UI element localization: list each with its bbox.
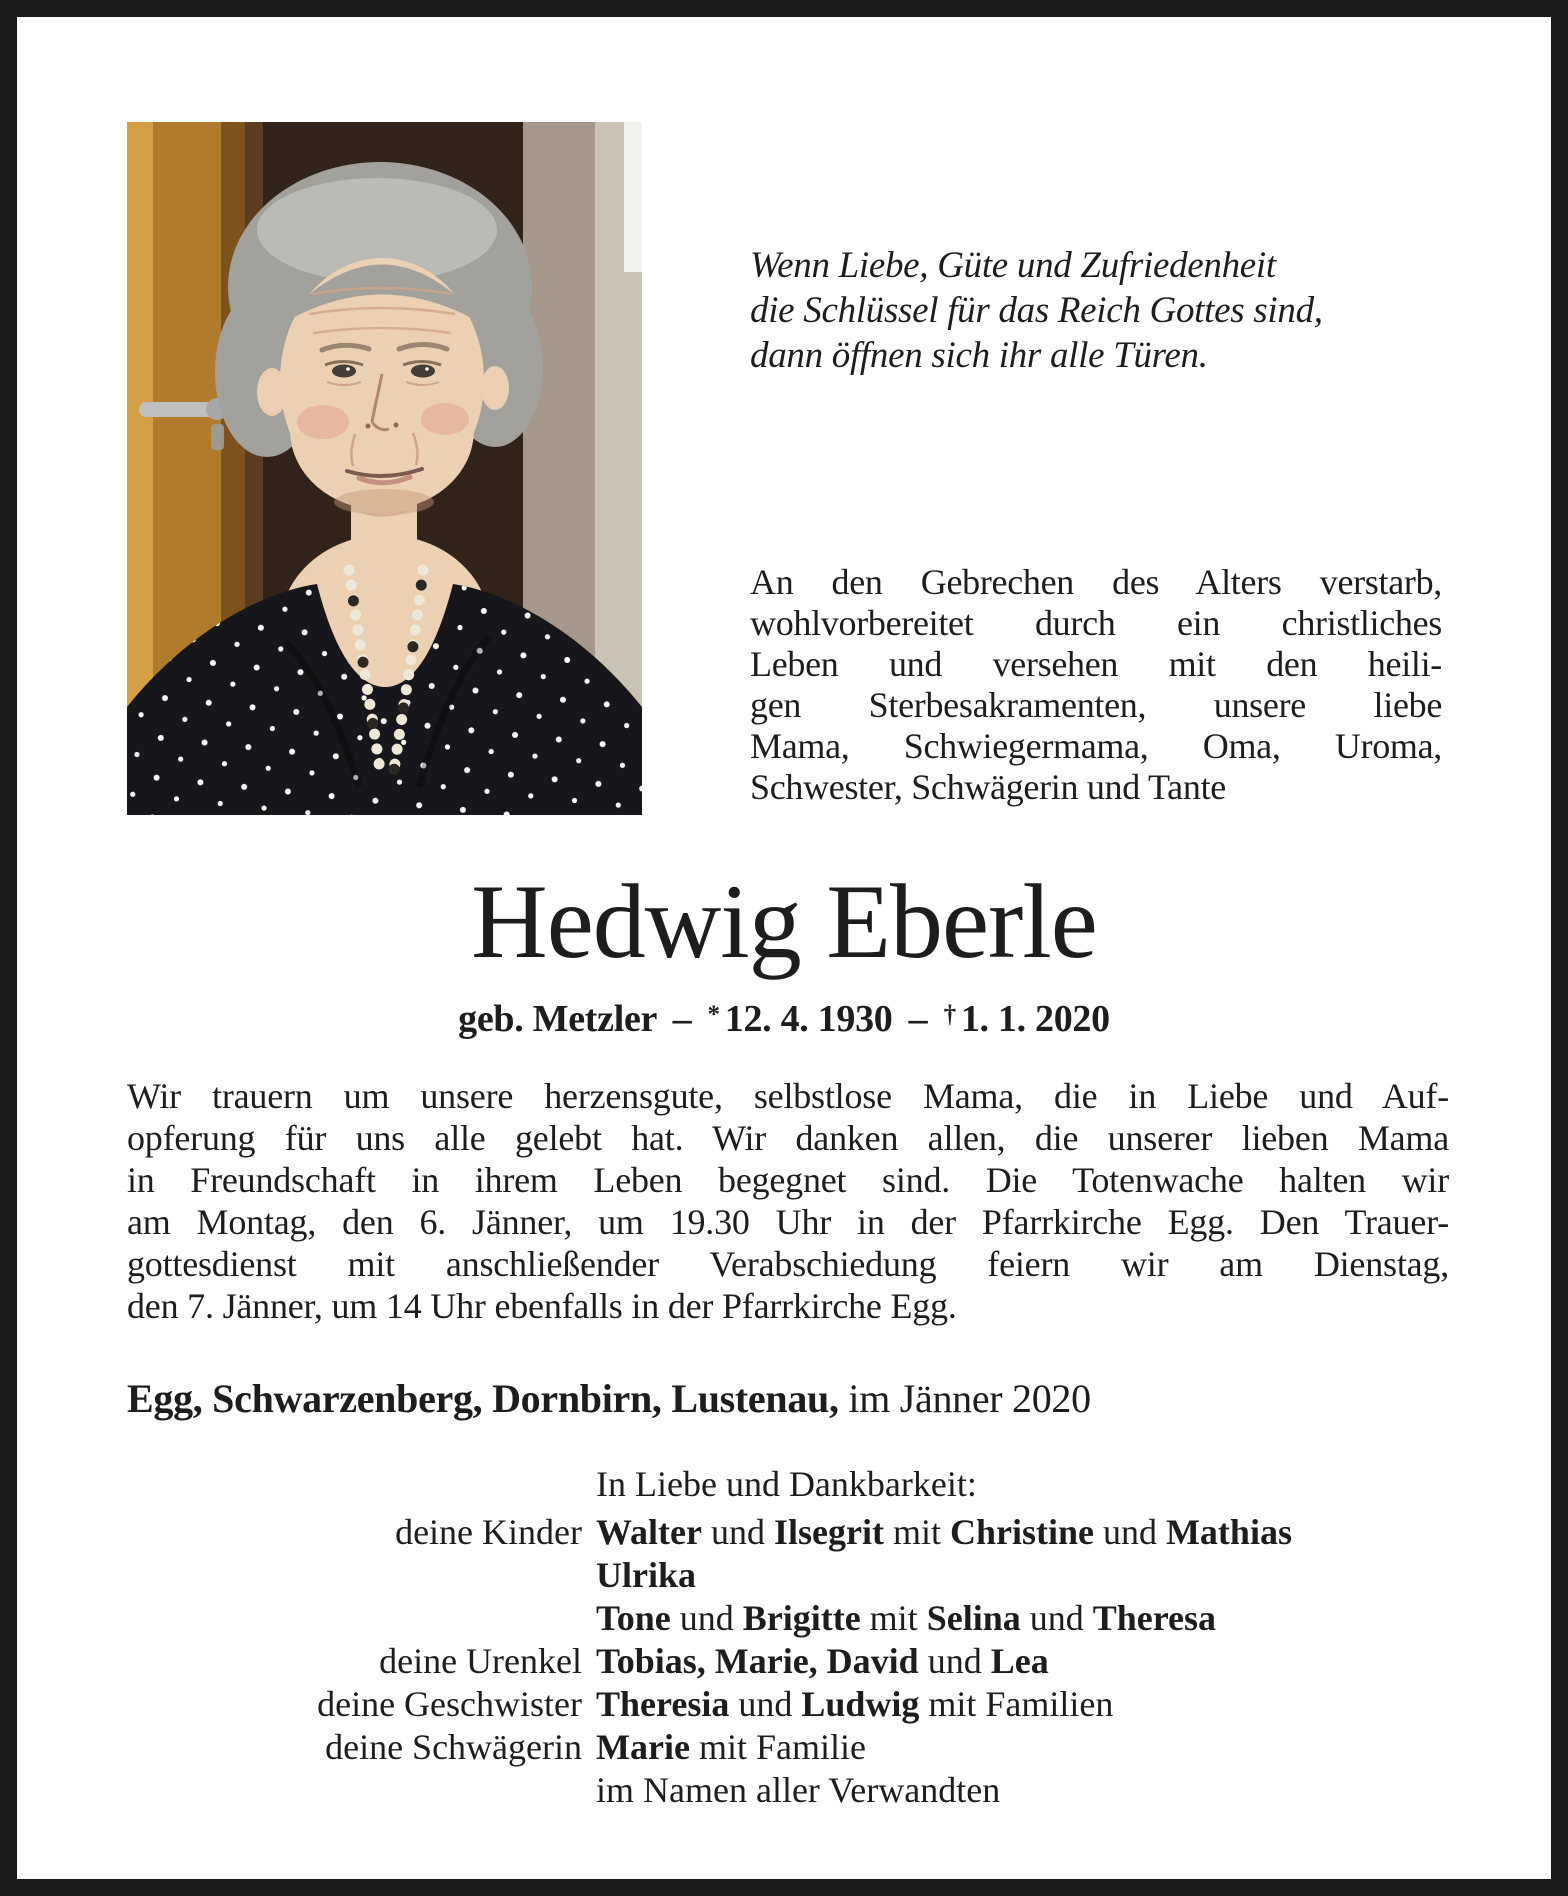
mourner-name: Lea	[990, 1641, 1049, 1681]
deceased-name: Hedwig Eberle	[471, 863, 1097, 980]
mourner-name: Brigitte	[742, 1598, 861, 1638]
mourner-relation: deine Urenkel	[379, 1641, 582, 1681]
funeral-line: in Freundschaft in ihrem Leben begegnet sind. Die Totenwache halten wir	[127, 1160, 1449, 1200]
mourner-names	[596, 1726, 866, 1769]
connector-text: und	[729, 1684, 802, 1724]
memorial-quote	[750, 243, 1323, 378]
mourner-name: Marie	[596, 1727, 690, 1767]
mourner-relation: deine Geschwister	[317, 1684, 582, 1724]
funeral-line: am Montag, den 6. Jänner, um 19.30 Uhr in der Pfarrkirche Egg. Den Trauer-	[127, 1202, 1449, 1242]
connector-text: und	[918, 1641, 991, 1681]
locations-line	[127, 1375, 1091, 1422]
mourner-row	[127, 1511, 1463, 1554]
funeral-line: den 7. Jänner, um 14 Uhr ebenfalls in der Pfarrkirche Egg.	[127, 1286, 957, 1326]
funeral-details	[127, 1075, 1449, 1327]
gratitude-heading: In Liebe und Dankbarkeit:	[596, 1464, 977, 1504]
announcement-line: Leben und versehen mit den heili-	[750, 644, 1442, 684]
connector-text: mit	[883, 1512, 950, 1552]
mourner-row	[127, 1769, 1463, 1812]
mourner-name: Theresia	[596, 1684, 730, 1724]
mourner-names	[596, 1640, 1049, 1683]
connector-text: und	[670, 1598, 743, 1638]
quote-line: dann öffnen sich ihr alle Türen.	[750, 335, 1208, 376]
connector-text: und	[1093, 1512, 1166, 1552]
birth-date: 12. 4. 1930	[724, 998, 893, 1040]
mourner-row	[127, 1597, 1463, 1640]
mourner-names	[596, 1597, 1216, 1640]
portrait-illustration	[127, 122, 642, 815]
dash: –	[908, 998, 928, 1040]
funeral-line: Wir trauern um unsere herzensgute, selbstlose Mama, die in Liebe und Auf-	[127, 1076, 1449, 1116]
mourner-name: Ulrika	[596, 1555, 697, 1595]
mourner-name: Ludwig	[801, 1684, 920, 1724]
announcement-line: gen Sterbesakramenten, unsere liebe	[750, 685, 1442, 725]
death-announcement	[750, 562, 1442, 808]
announcement-line: Mama, Schwiegermama, Oma, Uroma,	[750, 726, 1442, 766]
announcement-line: Schwester, Schwägerin und Tante	[750, 767, 1226, 807]
month-year: im Jänner 2020	[848, 1376, 1091, 1421]
mourner-relation	[127, 1769, 582, 1812]
connector-text: und	[701, 1512, 774, 1552]
mourner-name: Theresa	[1092, 1598, 1217, 1638]
mourner-name: Walter	[596, 1512, 702, 1552]
announcement-line: wohlvorbereitet durch ein christliches	[750, 603, 1442, 643]
mourner-name: Selina	[926, 1598, 1021, 1638]
mourners-list	[127, 1511, 1463, 1812]
death-date: 1. 1. 2020	[960, 998, 1110, 1040]
mourner-name: Mathias	[1165, 1512, 1292, 1552]
mourner-names	[596, 1769, 1000, 1812]
quote-line: die Schlüssel für das Reich Gottes sind,	[750, 290, 1323, 331]
funeral-line: opferung für uns alle gelebt hat. Wir danken allen, die unserer lieben Mama	[127, 1118, 1449, 1158]
mourner-names	[596, 1554, 696, 1597]
portrait-photo	[127, 122, 642, 815]
funeral-line: gottesdienst mit anschließender Verabschiedung feiern wir am Dienstag,	[127, 1244, 1449, 1284]
death-dagger-symbol: †	[943, 1001, 956, 1029]
mourner-relation	[127, 1554, 582, 1597]
ear	[481, 366, 509, 410]
mourner-row	[127, 1554, 1463, 1597]
mourner-row	[127, 1683, 1463, 1726]
connector-text: mit Familien	[919, 1684, 1114, 1724]
dash: –	[672, 998, 692, 1040]
announcement-line: An den Gebrechen des Alters verstarb,	[750, 562, 1442, 602]
connector-text: mit Familie	[689, 1727, 866, 1767]
connector-text: und	[1020, 1598, 1093, 1638]
mourner-row	[127, 1726, 1463, 1769]
mourner-names	[596, 1683, 1113, 1726]
mourner-relation: deine Schwägerin	[325, 1727, 582, 1767]
mourner-row	[127, 1640, 1463, 1683]
quote-line: Wenn Liebe, Güte und Zufriedenheit	[750, 245, 1276, 286]
mourner-names	[596, 1511, 1292, 1554]
mourner-name: Ilsegrit	[773, 1512, 884, 1552]
birth-death-line	[17, 997, 1551, 1041]
places: Egg, Schwarzenberg, Dornbirn, Lustenau,	[127, 1376, 839, 1421]
mourner-name: Christine	[949, 1512, 1094, 1552]
closing-phrase: im Namen aller Verwandten	[596, 1770, 1001, 1810]
birth-star-symbol: *	[707, 1001, 720, 1029]
mourner-name: Tone	[596, 1598, 671, 1638]
maiden-name: geb. Metzler	[458, 998, 657, 1040]
face	[277, 258, 487, 516]
mourner-relation	[127, 1597, 582, 1640]
mourner-relation: deine Kinder	[395, 1512, 582, 1552]
connector-text: mit	[860, 1598, 927, 1638]
mourner-name: Tobias, Marie, David	[596, 1641, 919, 1681]
